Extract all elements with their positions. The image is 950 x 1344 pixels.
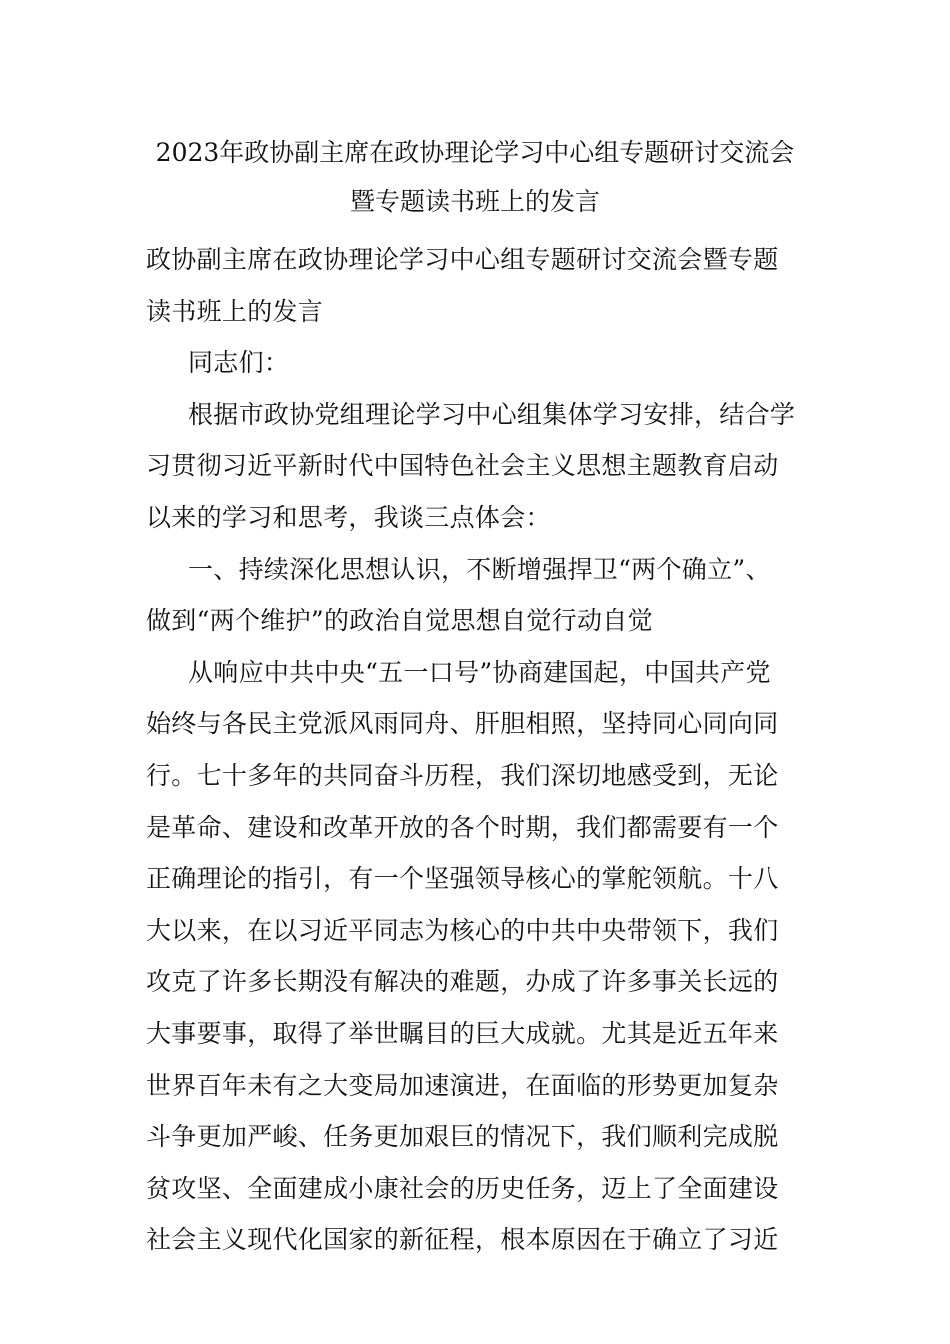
- paragraph2-line-11: 贫攻坚、全面建成小康社会的历史任务，迈上了全面建设: [146, 1173, 779, 1203]
- heading1-line-2: 做到“两个维护”的政治自觉思想自觉行动自觉: [146, 606, 653, 636]
- heading1-line-1: 一、持续深化思想认识，不断增强捍卫“两个确立”、: [188, 554, 771, 584]
- paragraph2-line-5: 正确理论的指引，有一个坚强领导核心的掌舵领航。十八: [146, 864, 779, 894]
- paragraph1-line-3: 以来的学习和思考，我谈三点体会：: [146, 502, 551, 532]
- paragraph2-line-3: 行。七十多年的共同奋斗历程，我们深切地感受到，无论: [146, 760, 779, 790]
- subtitle-line-2: 读书班上的发言: [146, 296, 324, 326]
- paragraph2-line-9: 世界百年未有之大变局加速演进，在面临的形势更加复杂: [146, 1070, 779, 1100]
- title-line-2: 暨专题读书班上的发言: [349, 187, 600, 216]
- paragraph1-line-1: 根据市政协党组理论学习中心组集体学习安排，结合学: [188, 399, 796, 429]
- paragraph2-line-2: 始终与各民主党派风雨同舟、肝胆相照，坚持同心同向同: [146, 709, 779, 739]
- salutation: 同志们：: [188, 348, 290, 378]
- paragraph2-line-10: 斗争更加严峻、任务更加艰巨的情况下，我们顺利完成脱: [146, 1122, 779, 1152]
- paragraph2-line-1: 从响应中共中央“五一口号”协商建国起，中国共产党: [188, 657, 771, 687]
- paragraph2-line-4: 是革命、建设和改革开放的各个时期，我们都需要有一个: [146, 812, 779, 842]
- paragraph1-line-2: 习贯彻习近平新时代中国特色社会主义思想主题教育启动: [146, 451, 779, 481]
- document-title: [120, 128, 830, 226]
- paragraph2-line-12: 社会主义现代化国家的新征程，根本原因在于确立了习近: [146, 1225, 779, 1255]
- document-body: [146, 234, 806, 1266]
- paragraph2-line-6: 大以来，在以习近平同志为核心的中共中央带领下，我们: [146, 915, 779, 945]
- title-line-1: 2023年政协副主席在政协理论学习中心组专题研讨交流会: [155, 138, 795, 167]
- subtitle-line-1: 政协副主席在政协理论学习中心组专题研讨交流会暨专题: [146, 245, 779, 274]
- paragraph2-line-7: 攻克了许多长期没有解决的难题，办成了许多事关长远的: [146, 967, 779, 997]
- paragraph2-line-8: 大事要事，取得了举世瞩目的巨大成就。尤其是近五年来: [146, 1018, 779, 1048]
